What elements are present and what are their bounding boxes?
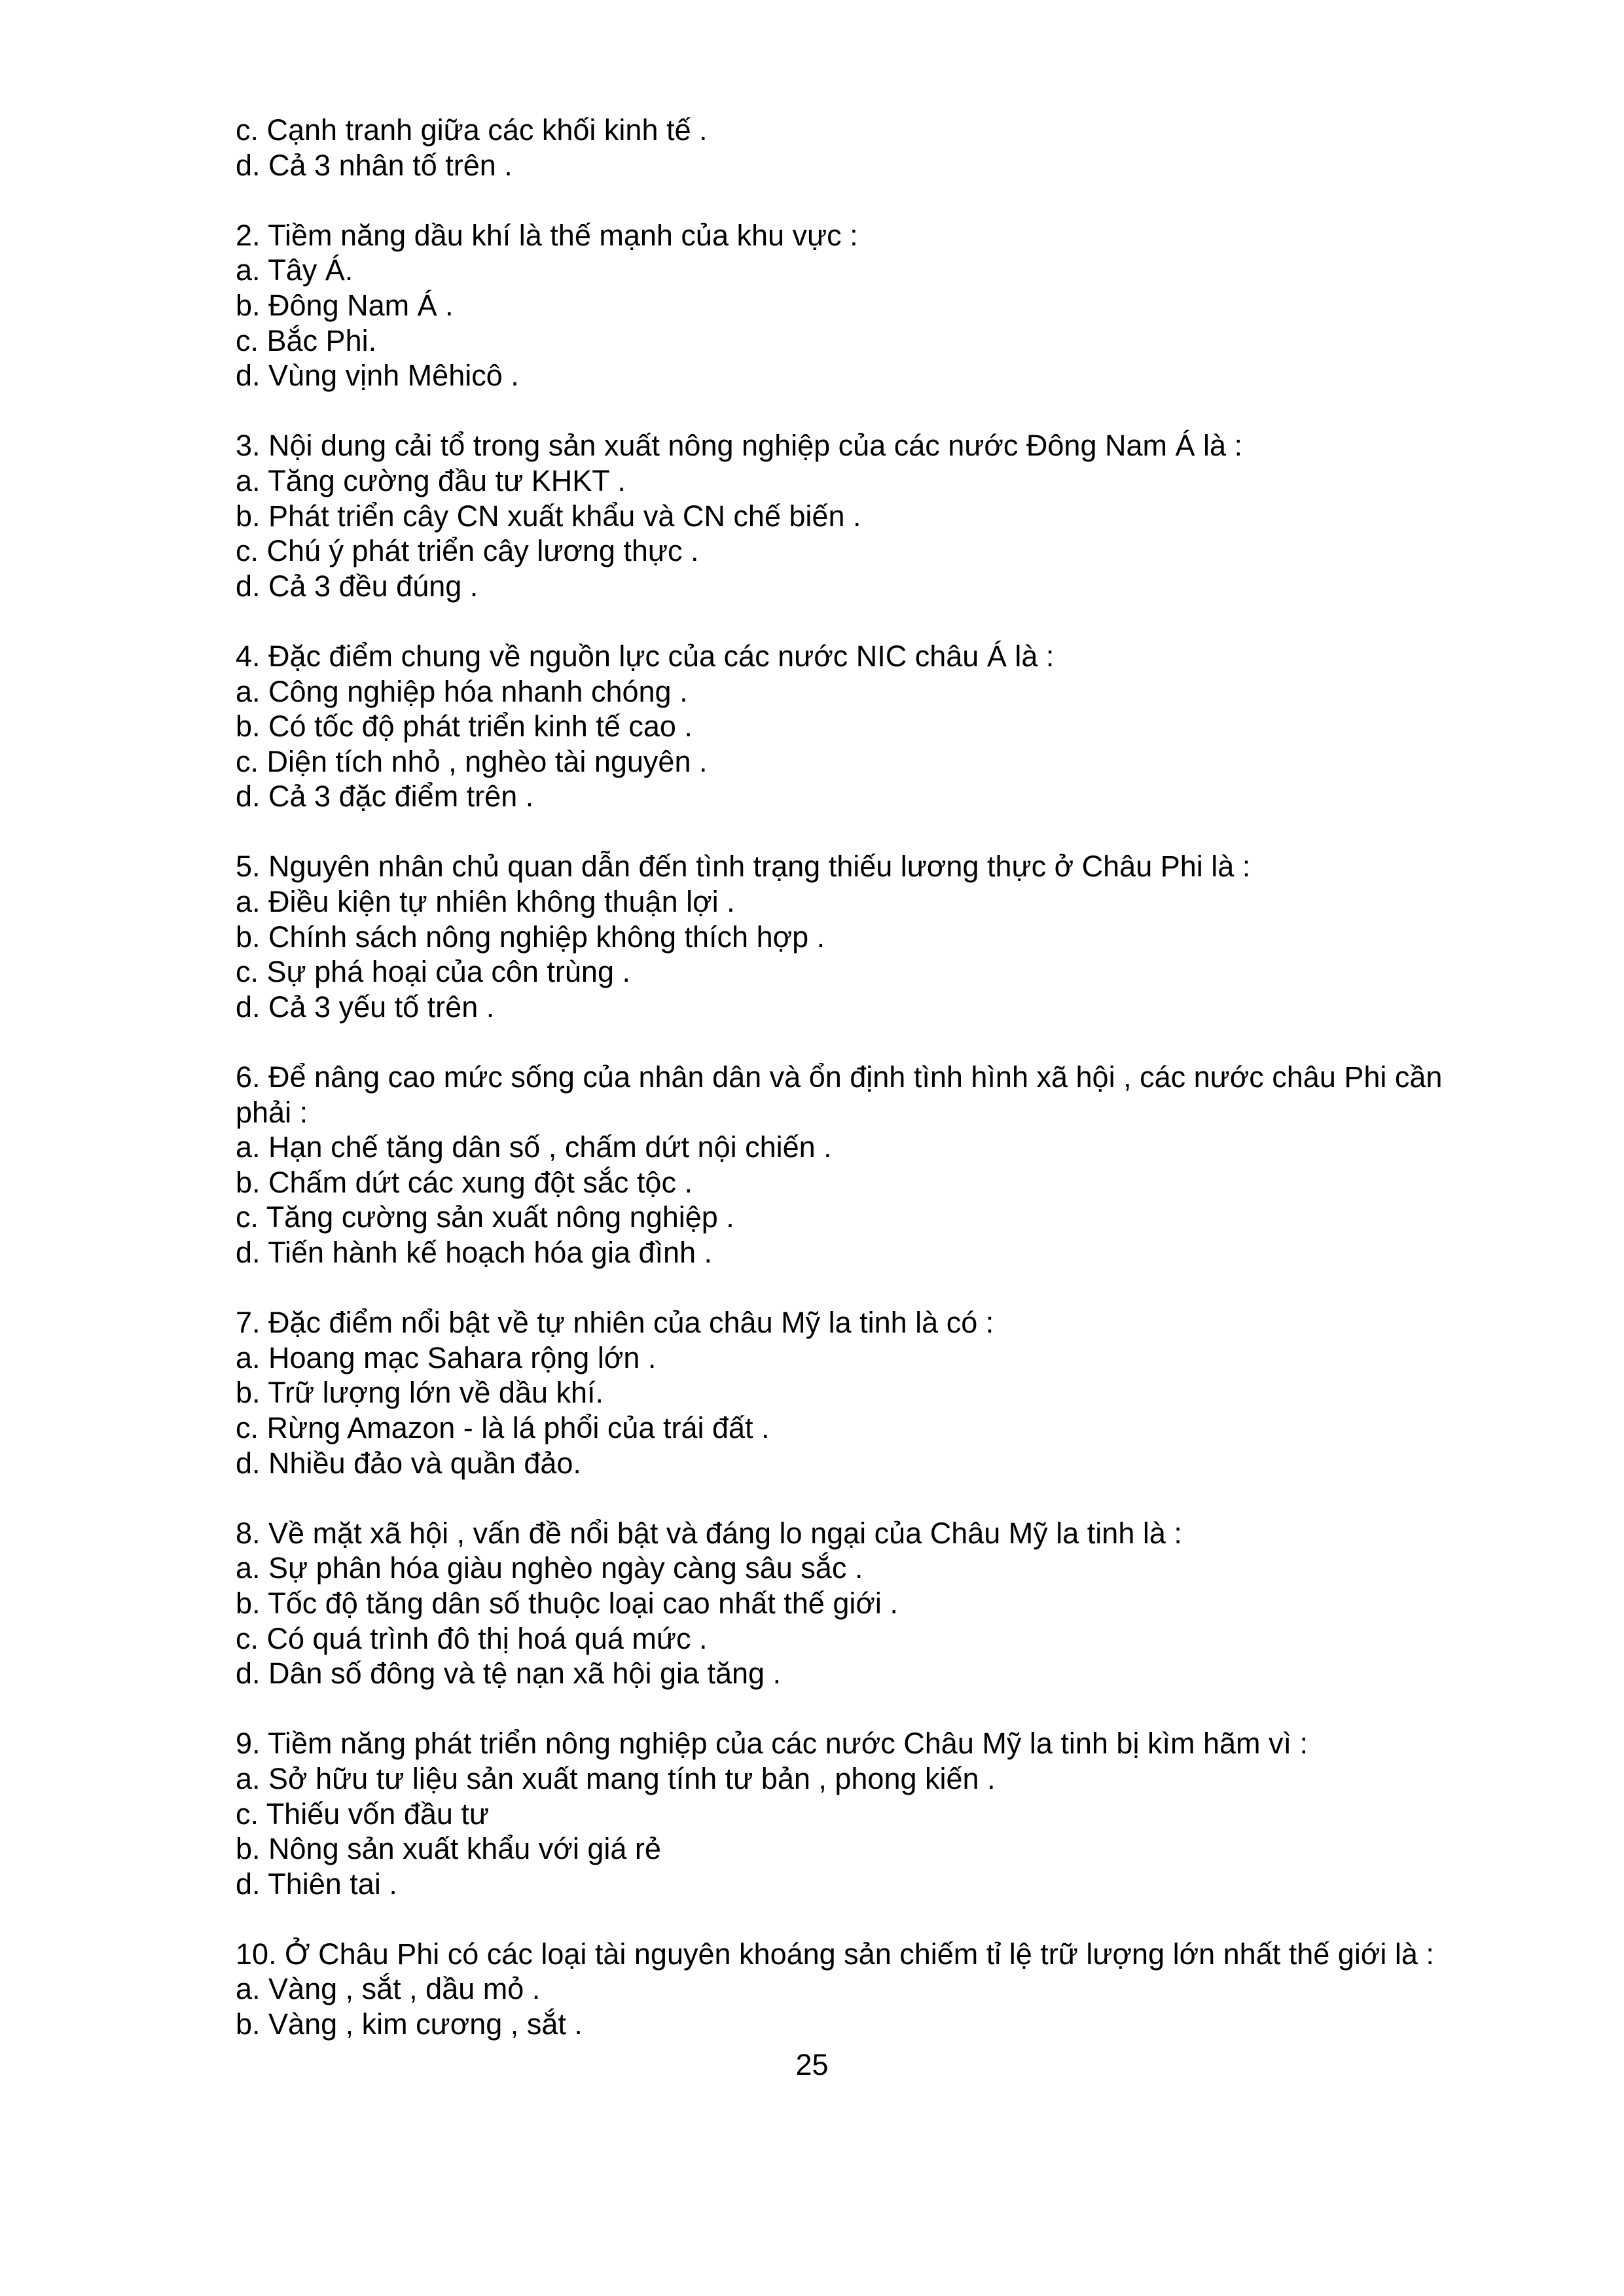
option-line: c. Thiếu vốn đầu tư [236,1797,490,1831]
question-2 [236,218,1479,393]
option-line: b. Đông Nam Á . [236,288,454,322]
option-line: a. Vàng , sắt , dầu mỏ . [236,1972,541,2006]
option-line: b. Trữ lượng lớn về dầu khí. [236,1376,604,1410]
page-number: 25 [795,2048,829,2081]
question-stem: 3. Nội dung cải tổ trong sản xuất nông nghiệp của các nước Đông Nam Á là : [236,429,1243,463]
question-stem: 9. Tiềm năng phát triển nông nghiệp của các nước Châu Mỹ la tinh bị kìm hãm vì : [236,1727,1308,1761]
question-5 [236,849,1479,1024]
question-4 [236,639,1479,814]
question-stem: 4. Đặc điểm chung về nguồn lực của các nước NIC châu Á là : [236,639,1055,673]
option-line: b. Nông sản xuất khẩu với giá rẻ [236,1832,661,1866]
option-line: d. Cả 3 đặc điểm trên . [236,780,534,814]
option-line: a. Tây Á. [236,253,353,287]
option-line: a. Sở hữu tư liệu sản xuất mang tính tư bản , phong kiến . [236,1761,996,1795]
option-line: c. Chú ý phát triển cây lương thực . [236,534,699,568]
question-6 [236,1060,1479,1270]
option-line: c. Sự phá hoại của côn trùng . [236,955,630,989]
question-10 [236,1937,1479,2042]
question-content [236,113,1479,2042]
option-line: b. Có tốc độ phát triển kinh tế cao . [236,709,693,744]
question-7 [236,1305,1479,1480]
option-line: c. Có quá trình đô thị hoá quá mức . [236,1621,708,1655]
option-line: b. Chấm dứt các xung đột sắc tộc . [236,1165,693,1199]
option-line: a. Hoang mạc Sahara rộng lớn . [236,1340,657,1374]
option-line: d. Tiến hành kế hoạch hóa gia đình . [236,1236,713,1269]
option-line: b. Chính sách nông nghiệp không thích hợp . [236,920,825,954]
option-line: b. Phát triển cây CN xuất khẩu và CN chế biến . [236,499,861,533]
question-stem: 7. Đặc điểm nổi bật về tự nhiên của châu Mỹ la tinh là có : [236,1306,994,1340]
option-line: c. Diện tích nhỏ , nghèo tài nguyên . [236,744,708,778]
question-8 [236,1516,1479,1691]
option-line: c. Cạnh tranh giữa các khối kinh tế . [236,113,708,147]
option-line: c. Bắc Phi. [236,323,377,357]
option-line: d. Thiên tai . [236,1867,397,1901]
option-line: a. Điều kiện tự nhiên không thuận lợi . [236,885,735,919]
question-stem: 8. Về mặt xã hội , vấn đề nổi bật và đáng lo ngại của Châu Mỹ la tinh là : [236,1516,1182,1550]
option-line: d. Nhiều đảo và quần đảo. [236,1446,581,1480]
question-stem: 2. Tiềm năng dầu khí là thế mạnh của khu vực : [236,218,858,252]
option-line: c. Tăng cường sản xuất nông nghiệp . [236,1200,734,1234]
option-line: a. Hạn chế tăng dân số , chấm dứt nội chiến . [236,1130,832,1164]
option-line: b. Tốc độ tăng dân số thuộc loại cao nhất thế giới . [236,1586,898,1620]
question-3 [236,428,1479,603]
question-9 [236,1726,1479,1901]
option-line: a. Tăng cường đầu tư KHKT . [236,463,626,497]
option-line: b. Vàng , kim cương , sắt . [236,2007,583,2041]
option-line: d. Cả 3 nhân tố trên . [236,148,513,182]
question-stem: 5. Nguyên nhân chủ quan dẫn đến tình trạng thiếu lương thực ở Châu Phi là : [236,850,1251,884]
continued-question [236,113,1479,183]
question-stem: 6. Để nâng cao mức sống của nhân dân và ổn định tình hình xã hội , các nước châu Phi cần phải : [236,1060,1443,1129]
option-line: d. Dân số đông và tệ nạn xã hội gia tăng . [236,1657,782,1691]
option-line: a. Công nghiệp hóa nhanh chóng . [236,674,688,708]
option-line: d. Cả 3 yếu tố trên . [236,990,495,1024]
option-line: d. Cả 3 đều đúng . [236,569,478,603]
option-line: c. Rừng Amazon - là lá phổi của trái đất . [236,1410,770,1444]
option-line: a. Sự phân hóa giàu nghèo ngày càng sâu sắc . [236,1551,863,1585]
question-stem: 10. Ở Châu Phi có các loại tài nguyên khoáng sản chiếm tỉ lệ trữ lượng lớn nhất thế giới là : [236,1937,1434,1971]
option-line: d. Vùng vịnh Mêhicô . [236,359,519,393]
